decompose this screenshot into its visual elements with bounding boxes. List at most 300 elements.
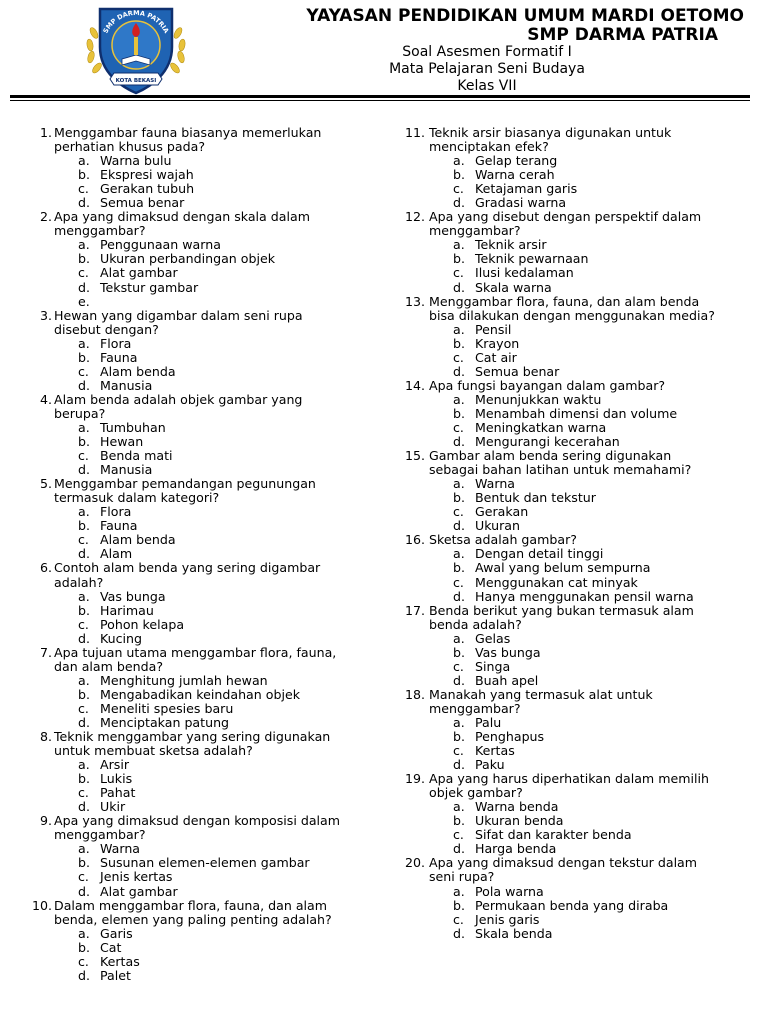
question-item: [405, 604, 755, 632]
option-letter: e.: [78, 293, 90, 309]
question-text: Gambar alam benda sering digunakan sebagai bahan latihan untuk memahami?: [429, 448, 692, 478]
question-number: 17.: [405, 602, 426, 618]
answer-option: [30, 266, 386, 280]
answer-option: [30, 955, 386, 969]
option-letter: c.: [453, 265, 464, 281]
option-text: Meneliti spesies baru: [100, 700, 234, 716]
option-letter: a.: [453, 799, 465, 815]
exam-title: Soal Asesmen Formatif I: [402, 44, 572, 60]
option-text: Semua benar: [100, 195, 185, 211]
option-letter: b.: [453, 813, 465, 829]
answer-option: [30, 870, 386, 884]
option-text: Gerakan: [475, 504, 529, 520]
answer-option: [405, 281, 755, 295]
option-text: Flora: [100, 504, 132, 520]
option-letter: d.: [453, 434, 465, 450]
option-text: Manusia: [100, 462, 153, 478]
answer-option: [405, 393, 755, 407]
answer-option: [405, 716, 755, 730]
answer-option: [30, 674, 386, 688]
question-text: Apa yang dimaksud dengan skala dalam menggambar?: [54, 209, 310, 239]
answer-option: [405, 561, 755, 575]
answer-option: [30, 772, 386, 786]
option-letter: b.: [453, 335, 465, 351]
question-text: Apa yang harus diperhatikan dalam memilih objek gambar?: [429, 771, 709, 801]
answer-option: [405, 505, 755, 519]
answer-option: [405, 519, 755, 533]
answer-option: [30, 941, 386, 955]
answer-option: [30, 421, 386, 435]
option-letter: c.: [453, 658, 464, 674]
option-text: Pahat: [100, 785, 136, 801]
option-letter: a.: [78, 925, 90, 941]
question-item: [30, 210, 386, 238]
answer-option: [405, 632, 755, 646]
option-letter: d.: [453, 279, 465, 295]
question-text: Sketsa adalah gambar?: [429, 532, 577, 548]
option-letter: d.: [78, 714, 90, 730]
answer-option: [30, 182, 386, 196]
answer-option: [30, 533, 386, 547]
option-letter: b.: [78, 518, 90, 534]
answer-option: [30, 547, 386, 561]
option-letter: a.: [78, 841, 90, 857]
option-text: Ukir: [100, 799, 126, 815]
answer-option: [405, 927, 755, 941]
question-text: Alam benda adalah objek gambar yang berupa?: [54, 391, 303, 421]
option-letter: b.: [453, 644, 465, 660]
answer-option: [405, 351, 755, 365]
answer-option: [405, 744, 755, 758]
answer-option: [30, 238, 386, 252]
option-letter: a.: [78, 672, 90, 688]
option-letter: c.: [78, 532, 89, 548]
answer-option: [405, 913, 755, 927]
question-number: 13.: [405, 293, 426, 309]
answer-option: [30, 604, 386, 618]
question-text: Menggambar pemandangan pegunungan termasuk dalam kategori?: [54, 476, 316, 506]
question-number: 3.: [39, 307, 52, 323]
option-letter: c.: [78, 953, 89, 969]
option-letter: a.: [453, 546, 465, 562]
answer-option: [30, 786, 386, 800]
question-item: [405, 295, 755, 323]
option-letter: c.: [78, 869, 89, 885]
question-text: Hewan yang digambar dalam seni rupa disebut dengan?: [54, 307, 303, 337]
answer-option: [30, 435, 386, 449]
option-text: Flora: [100, 335, 132, 351]
answer-option: [405, 168, 755, 182]
option-text: Singa: [475, 658, 511, 674]
school-name: SMP DARMA PATRIA: [527, 25, 718, 45]
question-number: 11.: [405, 125, 426, 140]
option-text: Menggunakan cat minyak: [475, 574, 638, 590]
question-text: Apa yang dimaksud dengan tekstur dalam seni rupa?: [429, 855, 698, 885]
option-letter: c.: [78, 448, 89, 464]
option-letter: a.: [78, 237, 90, 253]
answer-option: [405, 323, 755, 337]
answer-option: [30, 379, 386, 393]
option-text: Pola warna: [475, 883, 544, 899]
option-letter: c.: [78, 363, 89, 379]
option-letter: b.: [78, 686, 90, 702]
answer-option: [405, 365, 755, 379]
answer-option: [30, 688, 386, 702]
answer-option: [405, 252, 755, 266]
option-text: Hewan: [100, 434, 144, 450]
question-text: Apa yang disebut dengan perspektif dalam menggambar?: [429, 209, 702, 239]
question-item: [405, 126, 755, 154]
option-letter: c.: [453, 419, 464, 435]
option-letter: d.: [78, 462, 90, 478]
option-text: Paku: [475, 757, 505, 773]
answer-option: [405, 660, 755, 674]
option-text: Teknik pewarnaan: [475, 251, 589, 267]
question-item: [30, 309, 386, 337]
option-letter: a.: [78, 153, 90, 169]
option-letter: c.: [453, 827, 464, 843]
question-item: [30, 561, 386, 589]
question-number: 16.: [405, 532, 426, 548]
option-text: Kucing: [100, 630, 143, 646]
option-text: Warna bulu: [100, 153, 172, 169]
answer-option: [405, 182, 755, 196]
option-text: Permukaan benda yang diraba: [475, 897, 669, 913]
question-text: Apa tujuan utama menggambar flora, fauna, dan alam benda?: [54, 644, 337, 674]
answer-option: [30, 463, 386, 477]
option-letter: b.: [78, 939, 90, 955]
question-item: [30, 646, 386, 674]
option-text: Alat gambar: [100, 883, 178, 899]
question-item: [30, 393, 386, 421]
question-number: 14.: [405, 377, 426, 393]
option-text: Arsir: [100, 757, 130, 773]
question-text: Menggambar fauna biasanya memerlukan perhatian khusus pada?: [54, 125, 322, 155]
option-text: Kertas: [100, 953, 140, 969]
option-text: Harga benda: [475, 841, 557, 857]
option-text: Warna benda: [475, 799, 559, 815]
option-text: Lukis: [100, 771, 133, 787]
logo-ring-text: SMP DARMA PATRIA: [101, 8, 171, 35]
option-text: Tumbuhan: [100, 419, 166, 435]
answer-option: [30, 337, 386, 351]
question-item: [30, 730, 386, 758]
answer-option: [405, 491, 755, 505]
option-text: Ekspresi wajah: [100, 167, 194, 183]
logo-ribbon-text: KOTA BEKASI: [115, 78, 157, 84]
option-letter: c.: [453, 574, 464, 590]
option-text: Buah apel: [475, 672, 539, 688]
option-text: Cat: [100, 939, 122, 955]
option-text: Menciptakan patung: [100, 714, 230, 730]
option-text: Harimau: [100, 602, 154, 618]
question-number: 9.: [39, 813, 52, 829]
option-letter: d.: [78, 799, 90, 815]
option-letter: b.: [453, 405, 465, 421]
option-text: Alam benda: [100, 532, 176, 548]
question-number: 8.: [39, 729, 52, 745]
option-letter: b.: [78, 349, 90, 365]
option-text: Palet: [100, 967, 131, 983]
option-letter: a.: [78, 757, 90, 773]
question-column-right: [405, 126, 755, 941]
option-letter: c.: [453, 349, 464, 365]
question-item: [405, 449, 755, 477]
option-letter: d.: [78, 630, 90, 646]
answer-option: [30, 716, 386, 730]
question-text: Dalam menggambar flora, fauna, dan alam benda, elemen yang paling penting adalah?: [54, 897, 332, 927]
answer-option: [405, 196, 755, 210]
option-letter: d.: [453, 363, 465, 379]
class-level: Kelas VII: [457, 78, 517, 94]
question-number: 7.: [39, 644, 52, 660]
question-text: Teknik menggambar yang sering digunakan untuk membuat sketsa adalah?: [54, 729, 331, 759]
option-text: Warna: [100, 841, 141, 857]
header-divider-thick: [10, 95, 750, 98]
option-text: Semua benar: [475, 363, 560, 379]
option-text: Mengabadikan keindahan objek: [100, 686, 300, 702]
school-logo: [80, 3, 192, 95]
question-text: Manakah yang termasuk alat untuk menggambar?: [429, 686, 653, 716]
answer-option: [30, 590, 386, 604]
option-text: Meningkatkan warna: [475, 419, 607, 435]
answer-option: [30, 505, 386, 519]
option-text: Mengurangi kecerahan: [475, 434, 620, 450]
answer-option: [405, 646, 755, 660]
option-letter: a.: [453, 476, 465, 492]
foundation-name: YAYASAN PENDIDIKAN UMUM MARDI OETOMO: [306, 6, 744, 26]
option-text: Ketajaman garis: [475, 181, 578, 197]
question-number: 20.: [405, 855, 426, 871]
option-text: Penghapus: [475, 729, 545, 745]
option-letter: b.: [453, 167, 465, 183]
option-letter: a.: [453, 630, 465, 646]
option-letter: d.: [453, 841, 465, 857]
answer-option: [30, 758, 386, 772]
option-text: Menambah dimensi dan volume: [475, 405, 678, 421]
option-text: Dengan detail tinggi: [475, 546, 604, 562]
option-text: Ukuran benda: [475, 813, 564, 829]
option-text: Jenis kertas: [100, 869, 173, 885]
option-letter: d.: [78, 883, 90, 899]
option-text: Menunjukkan waktu: [475, 391, 602, 407]
option-text: Gelas: [475, 630, 511, 646]
option-text: Vas bunga: [475, 644, 541, 660]
option-letter: a.: [453, 883, 465, 899]
question-number: 19.: [405, 771, 426, 787]
option-text: Cat air: [475, 349, 517, 365]
question-text: Teknik arsir biasanya digunakan untuk menciptakan efek?: [429, 125, 672, 155]
question-item: [405, 210, 755, 238]
option-letter: d.: [453, 518, 465, 534]
option-letter: b.: [453, 251, 465, 267]
option-letter: b.: [453, 490, 465, 506]
answer-option: [405, 814, 755, 828]
option-text: Sifat dan karakter benda: [475, 827, 632, 843]
answer-option: [30, 842, 386, 856]
answer-option: [30, 154, 386, 168]
option-letter: a.: [78, 335, 90, 351]
question-text: Contoh alam benda yang sering digambar adalah?: [54, 560, 321, 590]
answer-option: [405, 800, 755, 814]
answer-option: [405, 828, 755, 842]
question-item: [405, 856, 755, 884]
option-text: Kertas: [475, 743, 515, 759]
option-letter: a.: [453, 153, 465, 169]
option-letter: b.: [78, 434, 90, 450]
option-text: Krayon: [475, 335, 520, 351]
option-letter: a.: [453, 391, 465, 407]
option-letter: d.: [78, 967, 90, 983]
answer-option: [405, 674, 755, 688]
option-letter: b.: [453, 560, 465, 576]
question-number: 10.: [31, 897, 52, 913]
option-text: Gradasi warna: [475, 195, 567, 211]
option-letter: a.: [453, 237, 465, 253]
answer-option: [405, 238, 755, 252]
option-text: Menghitung jumlah hewan: [100, 672, 268, 688]
option-letter: d.: [78, 279, 90, 295]
option-text: Warna: [475, 476, 516, 492]
option-text: Palu: [475, 714, 502, 730]
answer-option: [405, 576, 755, 590]
answer-option: [30, 351, 386, 365]
answer-option: [405, 885, 755, 899]
question-number: 18.: [405, 686, 426, 702]
option-letter: d.: [453, 588, 465, 604]
question-number: 15.: [405, 448, 426, 464]
answer-option: [405, 407, 755, 421]
question-number: 2.: [39, 209, 52, 225]
answer-option: [405, 154, 755, 168]
option-text: Warna cerah: [475, 167, 555, 183]
option-letter: a.: [453, 714, 465, 730]
option-text: Ukuran perbandingan objek: [100, 251, 276, 267]
option-text: Fauna: [100, 349, 138, 365]
option-text: Vas bunga: [100, 588, 166, 604]
answer-option: [405, 337, 755, 351]
question-text: Apa fungsi bayangan dalam gambar?: [429, 377, 666, 393]
option-letter: a.: [453, 321, 465, 337]
answer-option: [30, 519, 386, 533]
option-letter: a.: [78, 504, 90, 520]
answer-option: [405, 899, 755, 913]
answer-option: [30, 927, 386, 941]
answer-option: [30, 168, 386, 182]
question-column-left: [30, 126, 386, 983]
question-number: 5.: [39, 476, 52, 492]
option-letter: b.: [453, 729, 465, 745]
question-number: 12.: [405, 209, 426, 225]
option-text: Ilusi kedalaman: [475, 265, 574, 281]
question-text: Menggambar flora, fauna, dan alam benda bisa dilakukan dengan menggunakan media?: [429, 293, 715, 323]
option-letter: c.: [78, 700, 89, 716]
option-letter: d.: [453, 925, 465, 941]
option-letter: c.: [78, 265, 89, 281]
option-letter: a.: [78, 588, 90, 604]
answer-option: [30, 281, 386, 295]
option-letter: d.: [78, 377, 90, 393]
option-text: Susunan elemen-elemen gambar: [100, 855, 310, 871]
option-letter: c.: [453, 911, 464, 927]
answer-option: [405, 435, 755, 449]
option-text: Alat gambar: [100, 265, 178, 281]
answer-option: [30, 618, 386, 632]
answer-option: [405, 590, 755, 604]
option-text: Ukuran: [475, 518, 520, 534]
question-item: [30, 814, 386, 842]
option-letter: c.: [453, 181, 464, 197]
question-item: [30, 126, 386, 154]
answer-option: [405, 842, 755, 856]
answer-option: [405, 730, 755, 744]
answer-option: [405, 266, 755, 280]
option-letter: b.: [78, 602, 90, 618]
answer-option: [405, 547, 755, 561]
option-letter: d.: [453, 195, 465, 211]
question-item: [30, 477, 386, 505]
answer-option: [30, 252, 386, 266]
option-text: Gelap terang: [475, 153, 558, 169]
question-text: Apa yang dimaksud dengan komposisi dalam menggambar?: [54, 813, 341, 843]
answer-option: [30, 449, 386, 463]
answer-option: [30, 632, 386, 646]
answer-option: [30, 800, 386, 814]
option-text: Fauna: [100, 518, 138, 534]
option-text: Jenis garis: [475, 911, 540, 927]
option-text: Garis: [100, 925, 133, 941]
answer-option: [30, 702, 386, 716]
question-number: 1.: [39, 125, 52, 140]
answer-option: [30, 365, 386, 379]
header-divider-thin: [10, 100, 750, 101]
option-text: Teknik arsir: [475, 237, 547, 253]
option-text: Hanya menggunakan pensil warna: [475, 588, 694, 604]
answer-option: [405, 477, 755, 491]
option-letter: d.: [453, 672, 465, 688]
question-item: [405, 772, 755, 800]
option-text: Bentuk dan tekstur: [475, 490, 596, 506]
option-text: Pohon kelapa: [100, 616, 185, 632]
answer-option: [30, 885, 386, 899]
question-text: Benda berikut yang bukan termasuk alam benda adalah?: [429, 602, 694, 632]
option-letter: d.: [453, 757, 465, 773]
option-text: Manusia: [100, 377, 153, 393]
question-number: 6.: [39, 560, 52, 576]
option-text: Alam: [100, 546, 133, 562]
option-letter: d.: [78, 546, 90, 562]
answer-option: [405, 421, 755, 435]
answer-option: [405, 758, 755, 772]
option-text: Benda mati: [100, 448, 173, 464]
question-item: [30, 899, 386, 927]
option-text: Alam benda: [100, 363, 176, 379]
question-item: [405, 379, 755, 393]
answer-option: [30, 295, 386, 309]
option-text: Tekstur gambar: [100, 279, 199, 295]
option-letter: c.: [453, 504, 464, 520]
option-text: Skala benda: [475, 925, 553, 941]
option-text: Gerakan tubuh: [100, 181, 195, 197]
option-letter: c.: [78, 785, 89, 801]
option-letter: c.: [78, 616, 89, 632]
question-number: 4.: [39, 391, 52, 407]
option-letter: a.: [78, 419, 90, 435]
question-item: [405, 688, 755, 716]
option-text: Awal yang belum sempurna: [475, 560, 651, 576]
option-text: Penggunaan warna: [100, 237, 221, 253]
answer-option: [30, 856, 386, 870]
